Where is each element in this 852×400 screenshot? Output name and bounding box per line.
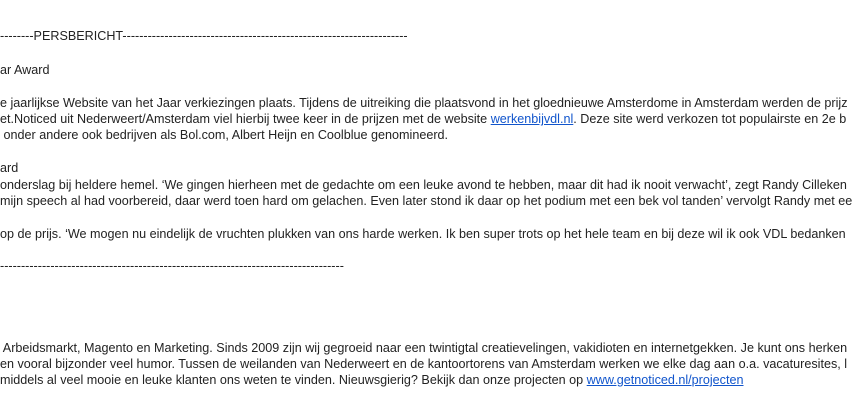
paragraph-line [0, 372, 744, 388]
getnoticed-projecten-link[interactable]: www.getnoticed.nl/projecten [586, 373, 744, 387]
paragraph-line: Arbeidsmarkt, Magento en Marketing. Sinds 2009 zijn wij gegroeid naar een twintigtal creatievelingen, vakidioten en internetgekken. Je kunt ons herken [0, 341, 848, 355]
paragraph-text: et.Noticed uit Nederweert/Amsterdam viel hierbij twee keer in de prijzen met de website [0, 112, 491, 126]
paragraph-text: middels al veel mooie en leuke klanten ons weten te vinden. Nieuwsgierig? Bekijk dan onze projecten op [0, 373, 587, 387]
werkenbijvdl-link[interactable]: werkenbijvdl.nl [490, 112, 574, 126]
paragraph-line [0, 111, 846, 127]
paragraph-line: en vooral bijzonder veel humor. Tussen de weilanden van Nederweert en de kantoortorens van Amsterdam werken we elke dag aan o.a. vacaturesites, l [0, 357, 848, 371]
award-heading: ar Award [0, 63, 50, 77]
footer-divider: ---------------------------------------------------------------------------------- [0, 259, 344, 273]
paragraph-line: op de prijs. ‘We mogen nu eindelijk de vruchten plukken van ons harde werken. Ik ben super trots op het hele team en bij deze wil ik ook VDL bedanken [0, 227, 846, 241]
paragraph-line: onderslag bij heldere hemel. ‘We gingen hierheen met de gedachte om een leuke avond te hebben, maar dit had ik nooit verwacht’, zegt Randy Cilleken [0, 178, 847, 192]
paragraph-line: e jaarlijkse Website van het Jaar verkiezingen plaats. Tijdens de uitreiking die plaatsvond in het gloednieuwe Amsterdome in Amsterdam werden de prijz [0, 96, 848, 110]
press-release-header-divider: --------PERSBERICHT-------------------------------------------------------------------- [0, 29, 408, 43]
section-heading: ard [0, 161, 19, 175]
paragraph-text: . Deze site werd verkozen tot populairste en 2e b [573, 112, 847, 126]
paragraph-line: mijn speech al had voorbereid, daar werd toen hard om gelachen. Even later stond ik daar op het podium met een bek vol tanden’ vervolgt Randy met ee [0, 194, 852, 208]
paragraph-line: onder andere ook bedrijven als Bol.com, Albert Heijn en Coolblue genomineerd. [0, 128, 449, 142]
